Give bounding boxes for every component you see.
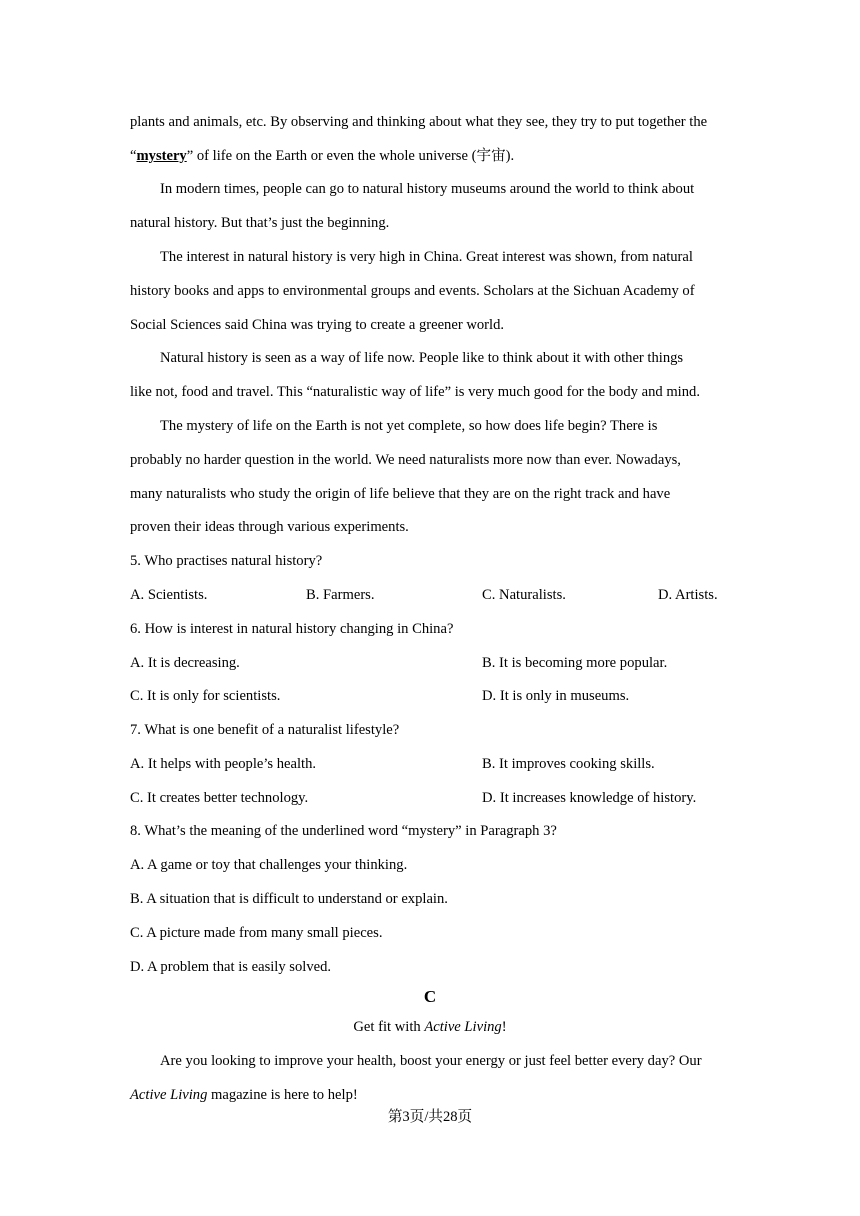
option-b: B. It improves cooking skills.: [482, 756, 655, 772]
option-a: A. It helps with people’s health.: [130, 756, 317, 772]
line-text: magazine is here to help!: [207, 1087, 358, 1103]
paragraph-line: [130, 147, 514, 165]
paragraph-line: probably no harder question in the world. We need naturalists more now than ever. Nowadays,: [130, 452, 681, 468]
option-b: B. It is becoming more popular.: [482, 655, 668, 671]
underlined-keyword: mystery: [136, 148, 187, 164]
option-d: D. It is only in museums.: [482, 688, 630, 704]
option-c: C. A picture made from many small pieces.: [130, 925, 383, 941]
option-c: C. It creates better technology.: [130, 790, 309, 806]
magazine-name: Active Living: [130, 1087, 208, 1103]
title-text: Get fit with: [353, 1019, 425, 1035]
paragraph-line: history books and apps to environmental groups and events. Scholars at the Sichuan Academy of: [130, 283, 695, 299]
paragraph-line: Are you looking to improve your health, boost your energy or just feel better every day? Our: [160, 1053, 702, 1069]
paragraph-line: plants and animals, etc. By observing and thinking about what they see, they try to put together the: [130, 114, 708, 130]
paragraph-line: natural history. But that’s just the beginning.: [130, 215, 390, 231]
passage-title: [0, 1018, 860, 1036]
section-heading: C: [423, 987, 437, 1006]
option-d: D. It increases knowledge of history.: [482, 790, 697, 806]
paragraph-line: In modern times, people can go to natural history museums around the world to think about: [160, 181, 695, 197]
paragraph-line: [130, 1086, 358, 1104]
option-a: A. It is decreasing.: [130, 655, 240, 671]
question-stem: 7. What is one benefit of a naturalist lifestyle?: [130, 722, 400, 738]
option-b: B. Farmers.: [306, 587, 375, 603]
paragraph-line: The interest in natural history is very high in China. Great interest was shown, from natural: [160, 249, 693, 265]
title-text-end: !: [501, 1019, 507, 1035]
paragraph-line: proven their ideas through various experiments.: [130, 519, 409, 535]
page-number: 第3页/共28页: [387, 1109, 473, 1125]
question-stem: 8. What’s the meaning of the underlined word “mystery” in Paragraph 3?: [130, 823, 557, 839]
question-stem: 6. How is interest in natural history changing in China?: [130, 621, 454, 637]
option-c: C. Naturalists.: [482, 587, 566, 603]
paragraph-line: like not, food and travel. This “naturalistic way of life” is very much good for the body and mind.: [130, 384, 700, 400]
option-d: D. A problem that is easily solved.: [130, 959, 332, 975]
option-a: A. Scientists.: [130, 587, 208, 603]
paragraph-line: Natural history is seen as a way of life now. People like to think about it with other things: [160, 350, 684, 366]
paragraph-line: many naturalists who study the origin of life believe that they are on the right track and have: [130, 486, 671, 502]
line-text: ” of life on the Earth or even the whole universe (宇宙).: [186, 148, 515, 164]
open-quote: “: [130, 148, 137, 164]
option-a: A. A game or toy that challenges your thinking.: [130, 857, 408, 873]
title-magazine-name: Active Living: [424, 1019, 502, 1035]
option-d: D. Artists.: [658, 587, 718, 603]
option-c: C. It is only for scientists.: [130, 688, 281, 704]
question-stem: 5. Who practises natural history?: [130, 553, 323, 569]
option-b: B. A situation that is difficult to understand or explain.: [130, 891, 448, 907]
paragraph-line: The mystery of life on the Earth is not yet complete, so how does life begin? There is: [160, 418, 658, 434]
paragraph-line: Social Sciences said China was trying to create a greener world.: [130, 317, 505, 333]
